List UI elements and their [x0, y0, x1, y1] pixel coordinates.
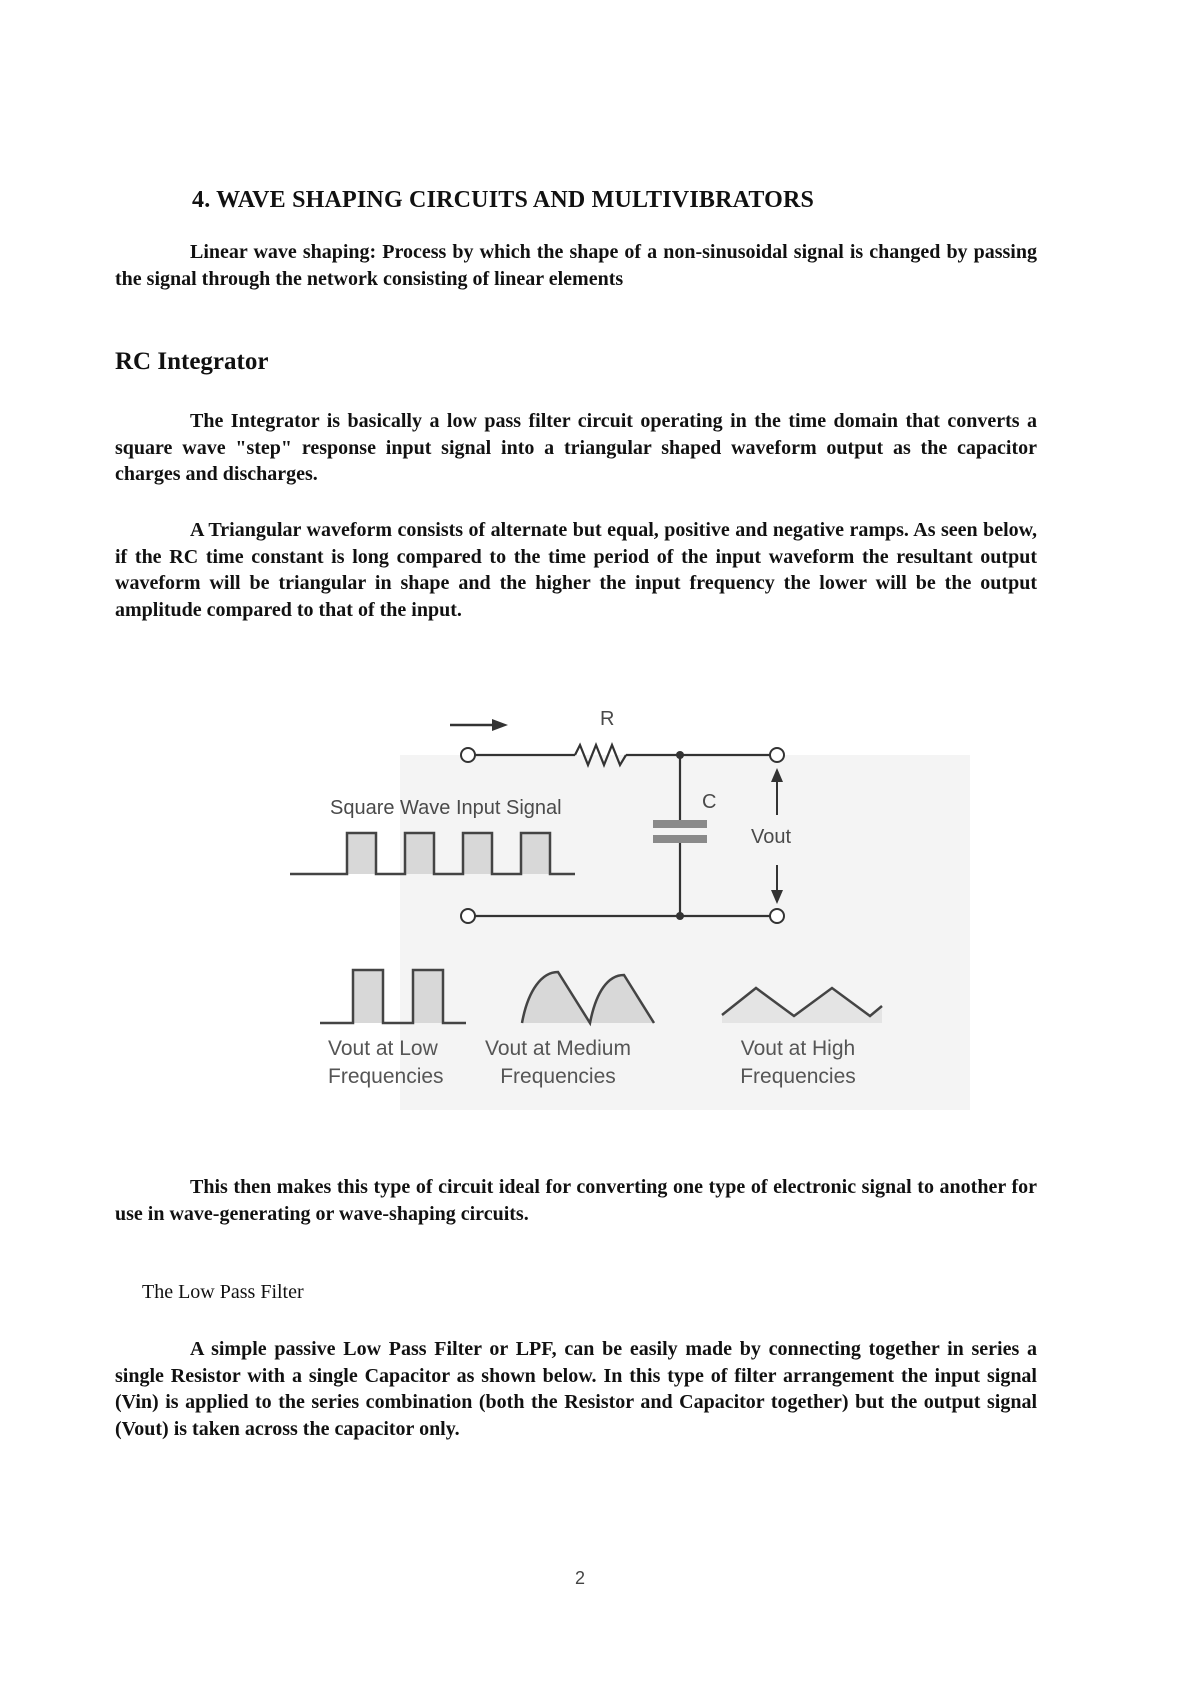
square-wave-input — [290, 833, 575, 874]
input-terminal-bottom — [461, 909, 475, 923]
input-signal-label: Square Wave Input Signal — [330, 797, 562, 819]
vout-label: Vout — [751, 826, 792, 848]
caption-medium-line1: Vout at Medium — [485, 1037, 631, 1060]
capacitor-label: C — [702, 791, 717, 813]
section-title-rc-integrator: RC Integrator — [115, 348, 269, 375]
resistor-label: R — [600, 708, 615, 730]
rc-integrator-diagram — [290, 700, 970, 1110]
input-terminal-top — [461, 748, 475, 762]
caption-low-line2: Frequencies — [328, 1065, 444, 1088]
output-terminal-bottom — [770, 909, 784, 923]
caption-medium-line2: Frequencies — [500, 1065, 616, 1088]
lpf-paragraph: A simple passive Low Pass Filter or LPF, can be easily made by connecting together in series a single Resistor with a single Capacitor as shown below. In this type of filter arrangement the input signal (Vin) is applied to the series combination (both the Resistor and Capacitor together) but the output signal (Vout) is taken across the capacitor only. — [115, 1338, 1037, 1440]
intro-paragraph: Linear wave shaping: Process by which the shape of a non-sinusoidal signal is changed by passing the signal through the network consisting of linear elements — [115, 241, 1037, 290]
section-title-low-pass-filter: The Low Pass Filter — [142, 1281, 304, 1303]
paragraph-circuit-ideal: This then makes this type of circuit ideal for converting one type of electronic signal to another for use in wave-generating or wave-shaping circuits. — [115, 1176, 1037, 1225]
vout-low-frequency-wave — [320, 970, 466, 1023]
rc-paragraph-1: The Integrator is basically a low pass filter circuit operating in the time domain that converts a square wave "step" response input signal into a triangular shaped waveform output as the capacitor charges and discharges. — [115, 410, 1037, 485]
rc-integrator-figure — [290, 700, 970, 1110]
input-arrow-icon — [450, 719, 508, 731]
caption-low-line1: Vout at Low — [328, 1037, 438, 1060]
chapter-heading: 4. WAVE SHAPING CIRCUITS AND MULTIVIBRATORS — [192, 187, 815, 213]
caption-high-line2: Frequencies — [740, 1065, 856, 1088]
rc-paragraph-2: A Triangular waveform consists of alternate but equal, positive and negative ramps. As seen below, if the RC time constant is long compared to the time period of the input waveform the resultant output waveform will be triangular in shape and the higher the input frequency the lower will be the output amplitude compared to that of the input. — [115, 519, 1037, 621]
page-number: 2 — [575, 1568, 586, 1588]
caption-high-line1: Vout at High — [740, 1037, 856, 1060]
output-terminal-top — [770, 748, 784, 762]
